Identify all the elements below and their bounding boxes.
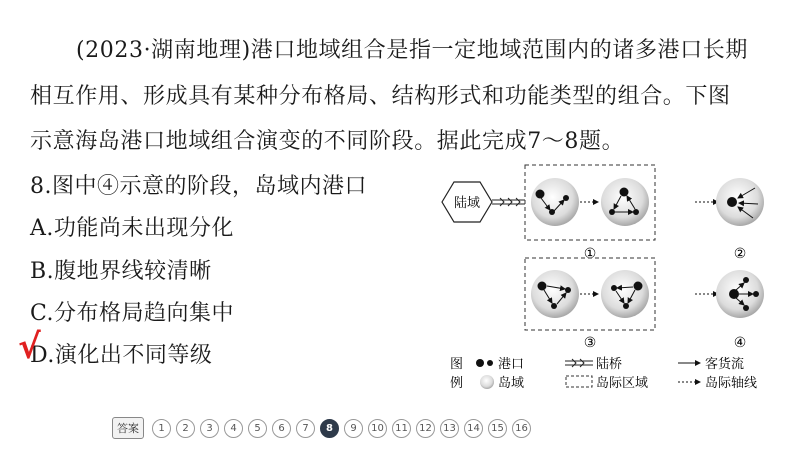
answer-label[interactable]: 答案 [112, 417, 144, 439]
svg-text:例: 例 [450, 376, 464, 390]
option-d[interactable]: D.演化出不同等级 [30, 343, 213, 368]
question-number-12[interactable]: 12 [416, 419, 435, 438]
stage-label-3: ③ [583, 335, 597, 351]
island-3a [531, 270, 579, 318]
option-b[interactable]: B.腹地界线较清晰 [30, 259, 212, 284]
question-number-3[interactable]: 3 [200, 419, 219, 438]
question-number-13[interactable]: 13 [440, 419, 459, 438]
island-1a [531, 178, 579, 226]
question-number-7[interactable]: 7 [296, 419, 315, 438]
question-stem: 8.图中④示意的阶段，岛域内港口 [30, 174, 367, 199]
question-number-15[interactable]: 15 [488, 419, 507, 438]
question-number-16[interactable]: 16 [512, 419, 531, 438]
stage-label-4: ④ [733, 335, 747, 351]
legend-port: 港口 [498, 357, 525, 372]
legend-island: 岛域 [498, 376, 525, 390]
island-2 [716, 178, 764, 226]
mainland-node [442, 182, 492, 222]
answer-navigation-bar [112, 417, 531, 439]
port-evolution-diagram [430, 160, 775, 390]
question-intro-line-2: 相互作用、形成具有某种分布格局、结构形式和功能类型的组合。下图 [30, 84, 731, 109]
question-number-10[interactable]: 10 [368, 419, 387, 438]
legend-inter-island-axis: 岛际轴线 [705, 376, 758, 390]
question-intro-line-3: 示意海岛港口地域组合演变的不同阶段。据此完成7～8题。 [30, 129, 625, 154]
mainland-label: 陆域 [453, 196, 481, 211]
question-number-2[interactable]: 2 [176, 419, 195, 438]
question-intro-line-1: (2023·湖南地理)港口地域组合是指一定地域范围内的诸多港口长期 [76, 38, 748, 63]
question-number-11[interactable]: 11 [392, 419, 411, 438]
question-number-1[interactable]: 1 [152, 419, 171, 438]
question-number-6[interactable]: 6 [272, 419, 291, 438]
question-number-14[interactable]: 14 [464, 419, 483, 438]
legend-cargo-flow: 客货流 [705, 357, 745, 372]
island-1b [601, 178, 649, 226]
legend-inter-island-area: 岛际区域 [596, 376, 649, 390]
diagram-legend [450, 356, 757, 390]
stage-label-2: ② [733, 246, 747, 262]
question-number-5[interactable]: 5 [248, 419, 267, 438]
stage-label-1: ① [583, 246, 597, 262]
svg-text:图: 图 [450, 357, 464, 372]
question-number-8[interactable]: 8 [320, 419, 339, 438]
check-mark-icon: √ [18, 327, 41, 367]
question-number-9[interactable]: 9 [344, 419, 363, 438]
option-c[interactable]: C.分布格局趋向集中 [30, 301, 235, 326]
question-number-4[interactable]: 4 [224, 419, 243, 438]
legend-bridge: 陆桥 [596, 357, 623, 372]
land-bridge [492, 198, 525, 206]
island-3b [601, 270, 649, 318]
option-a[interactable]: A.功能尚未出现分化 [30, 216, 234, 241]
